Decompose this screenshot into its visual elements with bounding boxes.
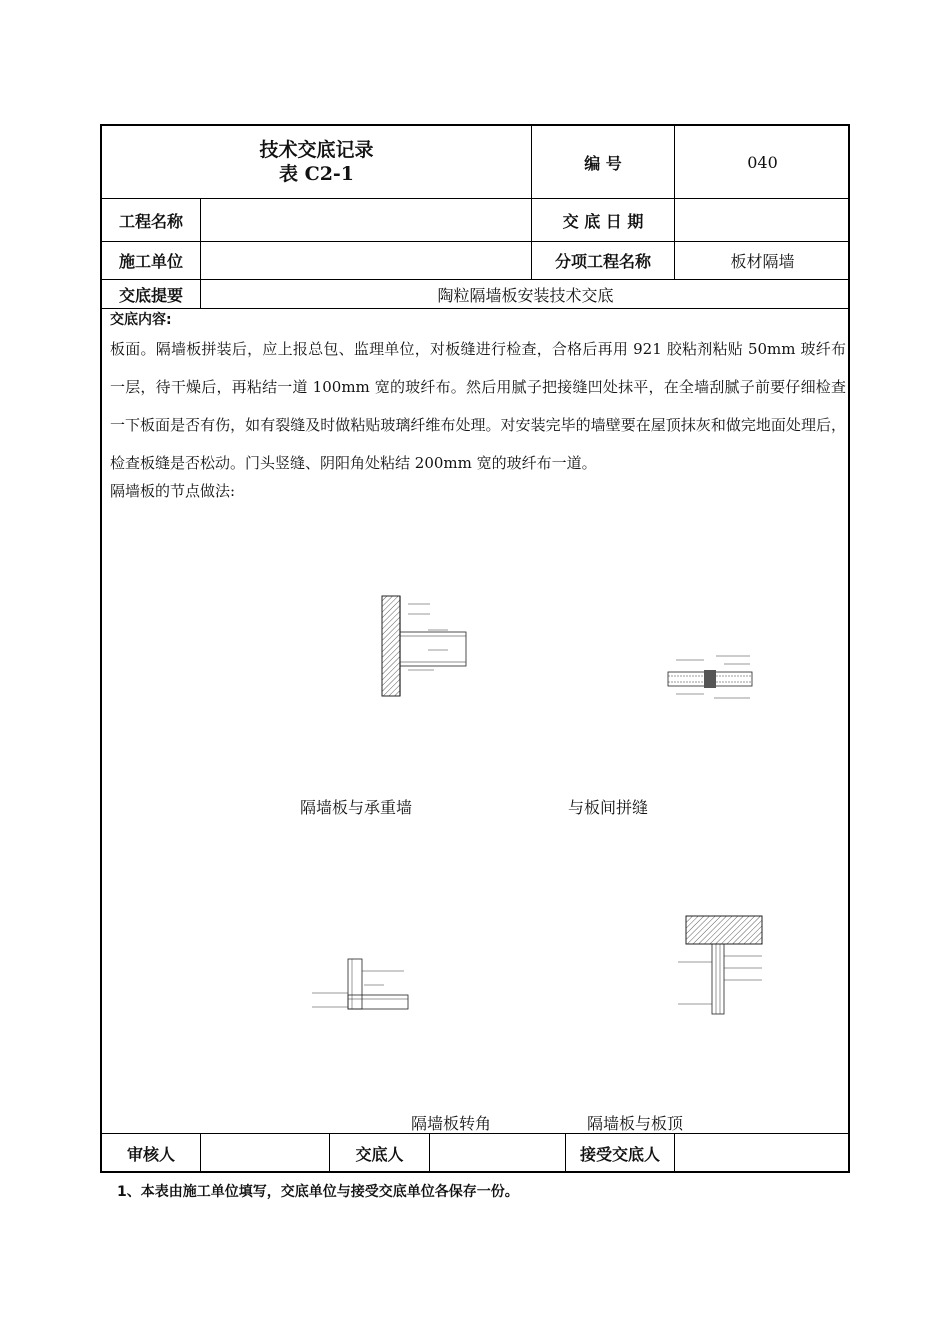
summary-label: 交底提要 [118,285,183,305]
slab-joint-drawing [674,906,768,1016]
summary-value[interactable]: 陶粒隔墙板安装技术交底 [437,285,614,305]
rule [102,308,848,309]
project-name-field[interactable] [201,199,531,241]
serial-value[interactable]: 040 [747,152,778,172]
content-section [110,310,846,504]
form-code: 表 C2-1 [278,163,355,185]
form-title [102,126,531,198]
contractor-field[interactable] [201,242,531,279]
nodes-heading: 隔墙板的节点做法: [110,482,236,500]
caption-slab: 隔墙板与板顶 [587,1114,684,1133]
caption-bearing-wall: 隔墙板与承重墙 [300,798,413,817]
board-joint-drawing [664,650,758,704]
content-label: 交底内容: [110,312,172,328]
discloser-field[interactable] [430,1134,565,1173]
reviewer-field[interactable] [201,1134,329,1173]
receiver-field[interactable] [675,1134,850,1173]
caption-corner: 隔墙板转角 [411,1114,492,1133]
contractor-label: 施工单位 [118,252,183,271]
discloser-label: 交底人 [355,1145,404,1164]
title-text: 技术交底记录 [259,139,374,161]
subproject-label: 分项工程名称 [554,252,651,271]
corner-joint-drawing [308,955,412,1019]
reviewer-label: 审核人 [126,1145,175,1164]
receiver-label: 接受交底人 [579,1145,660,1164]
serial-label: 编 号 [584,153,622,173]
caption-board-joint: 与板间拼缝 [568,798,649,817]
subproject-value[interactable]: 板材隔墙 [730,252,795,271]
date-field[interactable] [675,199,850,241]
content-paragraph: 板面。隔墙板拼装后，应上报总包、监理单位，对板缝进行检查，合格后再用 921 胶粘剂粘贴 50mm 玻纤布一层，待干燥后，再粘结一道 100mm 宽的玻纤布。然后用腻子把接缝凹处抹平，在全墙刮腻子前要仔细检查一下板面是否有伤，如有裂缝及时做粘贴玻璃纤维布处理。对安装完毕的墙壁要在屋顶抹灰和做完地面处理后，检查板缝是否松动。门头竖缝、阴阳角处粘结 200mm 宽的玻纤布一道。 [110,340,846,472]
wall-joint-drawing [368,592,472,700]
date-label: 交 底 日 期 [562,211,644,231]
footnote: 1、本表由施工单位填写，交底单位与接受交底单位各保存一份。 [117,1184,519,1200]
project-name-label: 工程名称 [118,211,183,231]
